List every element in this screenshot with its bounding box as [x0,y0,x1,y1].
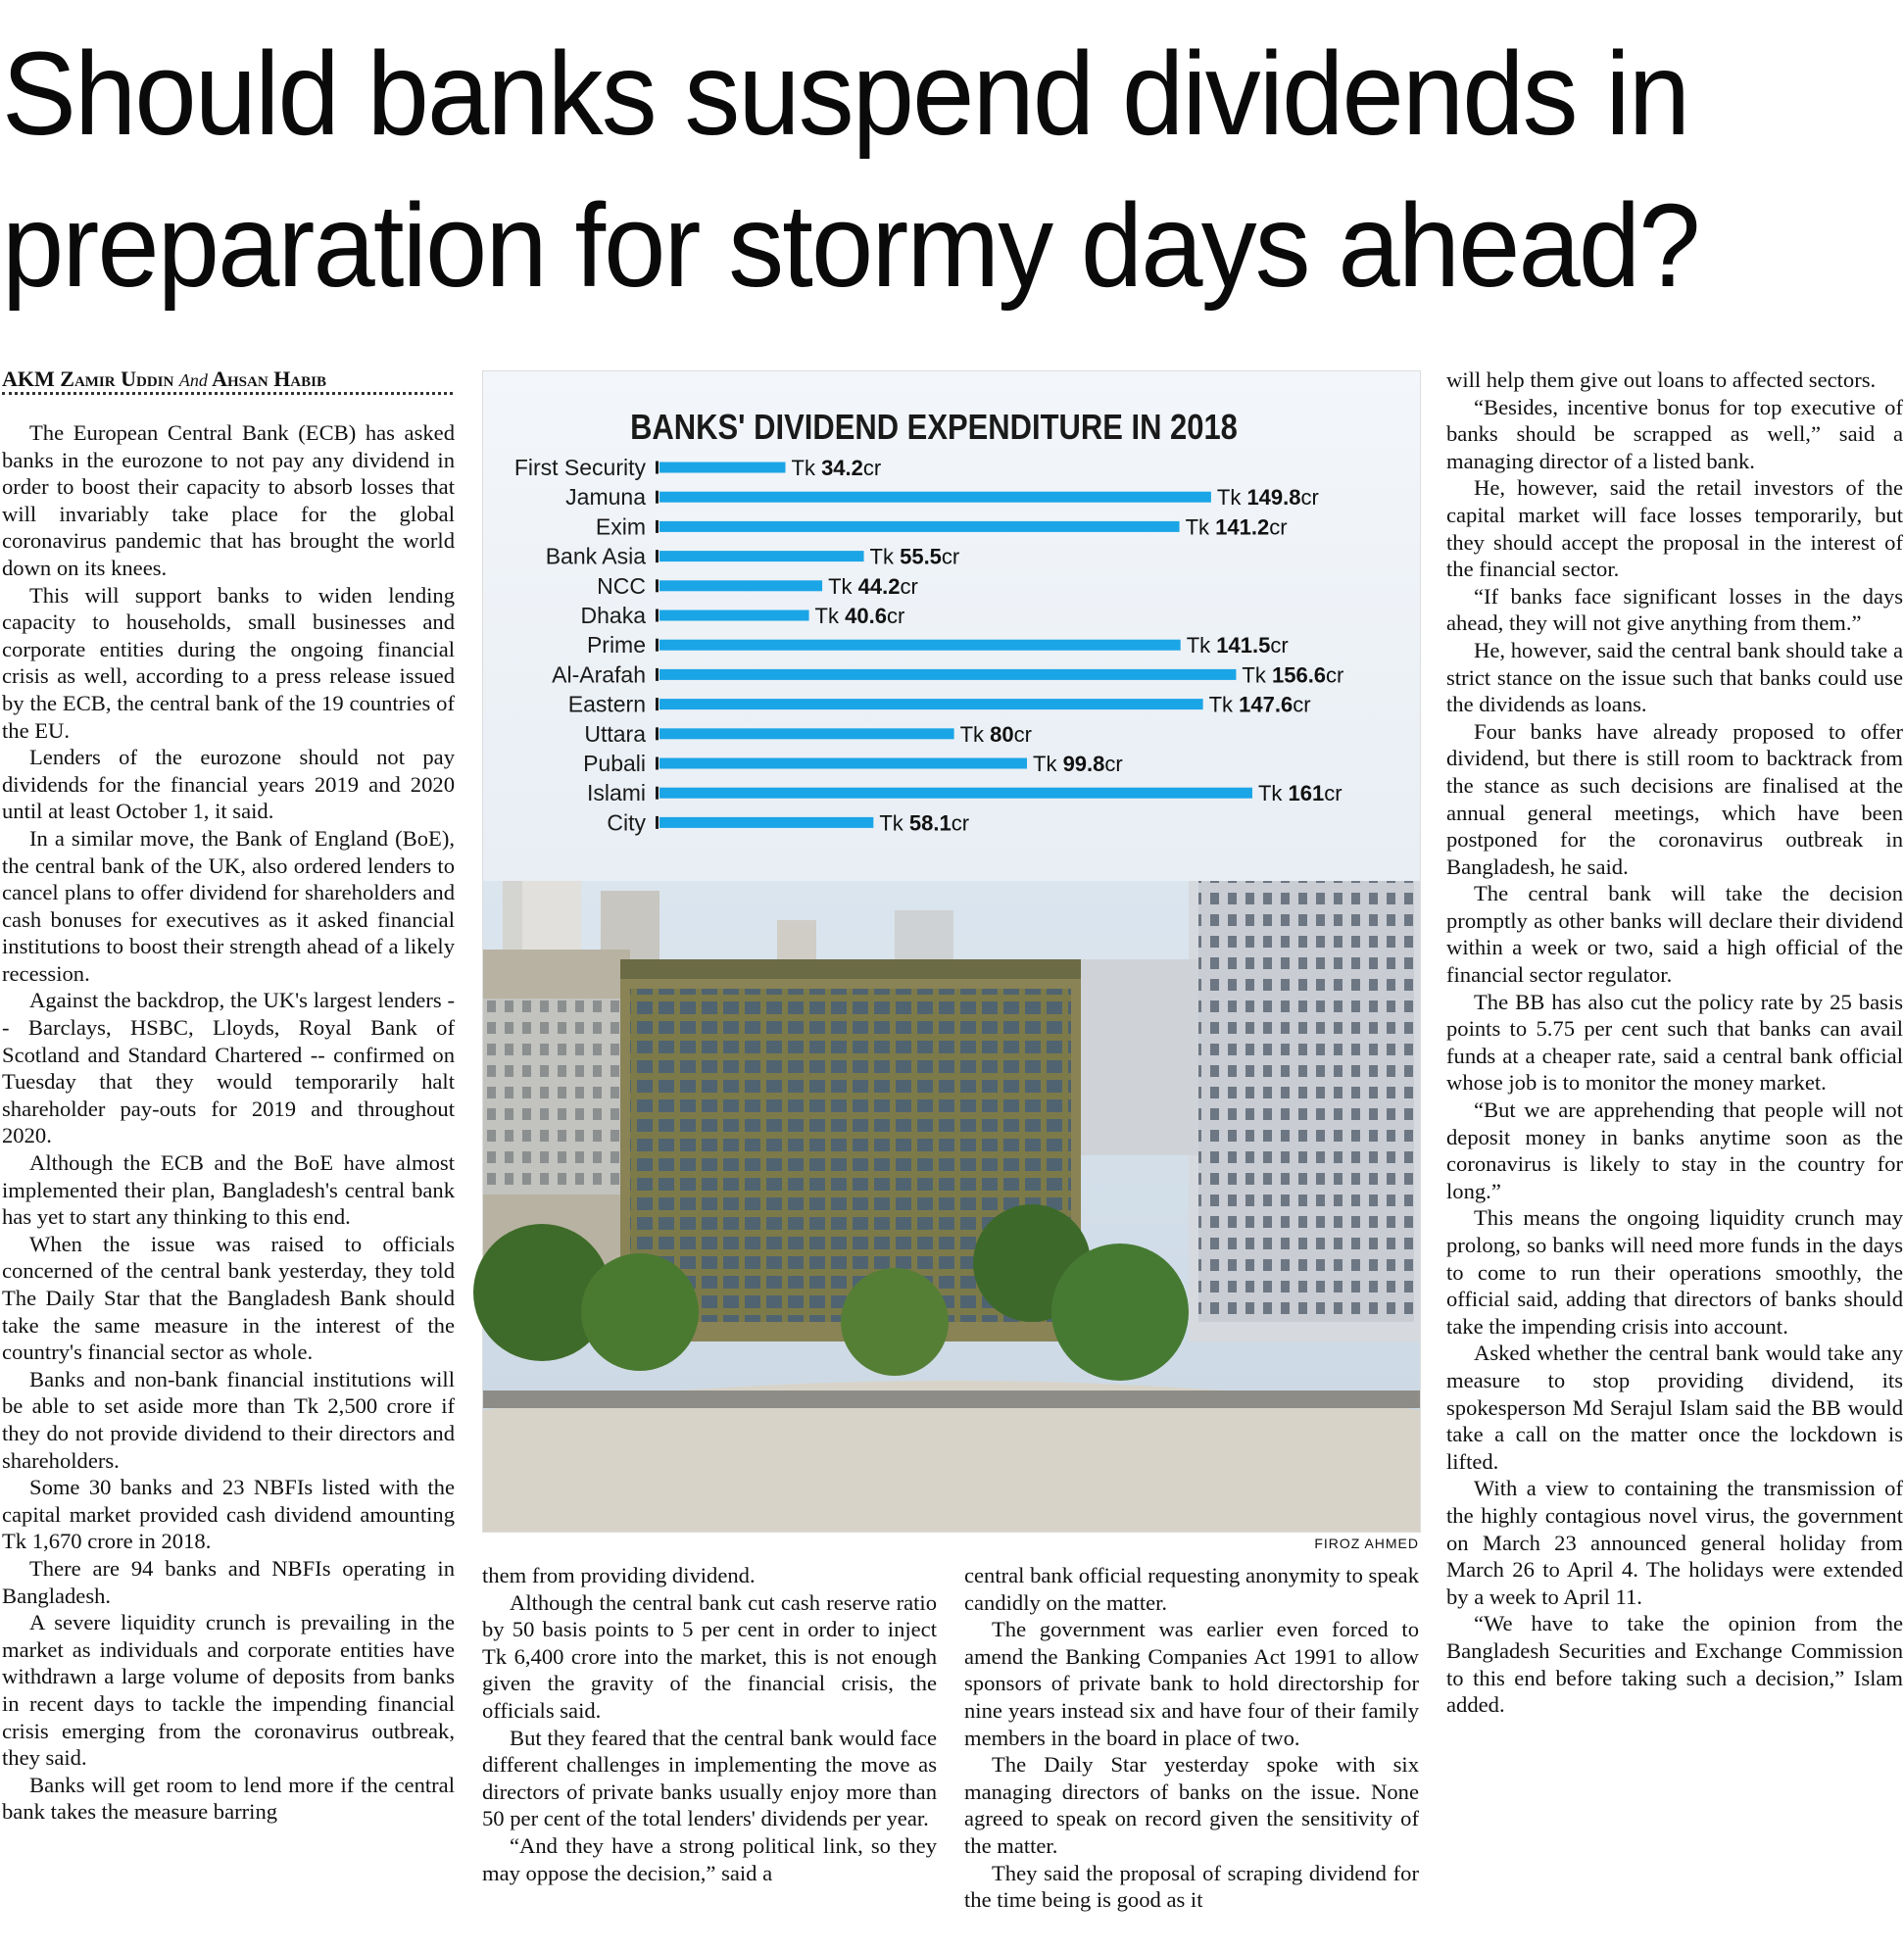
bar-bank-asia [659,551,864,561]
paragraph: They said the proposal of scraping dividend for the time being is good as it [964,1860,1419,1913]
paragraph: The European Central Bank (ECB) has asked banks in the eurozone to not pay any dividend in order to boost their capacity to absorb losses that will invariably take place for the global coronavirus pandemic that has brought the world down on its knees. [2,420,455,580]
byline-author-2: Ahsan Habib [212,366,326,391]
axis-tick [656,816,659,829]
value-prefix: Tk [1186,633,1217,658]
paragraph: This means the ongoing liquidity crunch may prolong, so banks will need more funds in the days to come to run their operations smoothly, the official said, adding that directors of banks should take the impending crisis into account. [1446,1205,1903,1339]
value-prefix: Tk [1208,692,1240,717]
value-suffix: cr [1013,721,1032,747]
value-prefix: Tk [791,456,822,480]
bar-al-arafah [659,669,1236,680]
axis-tick [656,550,659,562]
paragraph: “We have to take the opinion from the Bangladesh Securities and Exchange Commission to this end before taking such a decision,” Islam added. [1446,1611,1903,1718]
paragraph: The BB has also cut the policy rate by 25 basis points to 5.75 per cent such that banks can avail funds at a cheaper rate, said a central bank official whose job is to monitor the money market. [1446,989,1903,1096]
category-label: Jamuna [565,484,646,511]
value-label [828,574,918,599]
bar-city [659,817,873,828]
paragraph: “Besides, incentive bonus for top executive of banks should be scrapped as well,” said a managing director of a listed bank. [1446,394,1903,473]
paragraph: them from providing dividend. [482,1563,756,1587]
byline-and: And [178,370,208,390]
bar-jamuna [659,492,1211,503]
value-number: 99.8 [1062,752,1105,776]
article-column-2 [482,1562,937,1886]
value-label [879,810,969,835]
value-suffix: cr [1269,514,1288,540]
headline-line-2: preparation for stormy days ahead? [2,178,1699,312]
article-column-1 [2,419,455,1826]
bar-islami [659,788,1252,799]
paragraph: Although the ECB and the BoE have almost implemented their plan, Bangladesh's central bank has yet to start any thinking to this end. [2,1150,455,1230]
category-label: Islami [586,780,646,806]
value-label [1186,514,1288,539]
value-number: 80 [990,721,1014,747]
axis-tick [656,668,659,681]
paragraph: But they feared that the central bank would face different challenges in implementing the move as directors of private banks usually enjoy more than 50 per cent of the total lenders' dividends per year. [482,1725,937,1831]
dividend-bar-chart [483,371,1420,836]
paragraph: Banks and non-bank financial institutions will be able to set aside more than Tk 2,500 crore if they do not provide dividend to their directors and shareholders. [2,1366,455,1473]
value-number: 34.2 [821,456,863,480]
axis-tick [656,610,659,622]
value-prefix: Tk [869,544,901,569]
paragraph: When the issue was raised to officials concerned of the central bank yesterday, they told The Daily Star that the Bangladesh Bank should take the same measure in the interest of the country's financial sector as whole. [2,1231,455,1365]
value-suffix: cr [1293,692,1311,717]
value-suffix: cr [941,544,960,569]
category-label: First Security [513,455,646,480]
figure [482,370,1421,1533]
paragraph: Banks will get room to lend more if the central bank takes the measure barring [2,1772,455,1825]
category-label: NCC [597,572,646,599]
value-label [815,604,905,628]
axis-tick [656,787,659,800]
paragraph: There are 94 banks and NBFIs operating in Bangladesh. [2,1555,455,1608]
bangladesh-bank-photo [483,803,1420,1532]
value-prefix: Tk [814,604,846,628]
paragraph: He, however, said the central bank should take a strict stance on the issue such that banks could use the dividends as loans. [1446,637,1903,717]
value-number: 141.2 [1215,514,1270,540]
value-suffix: cr [1300,485,1319,511]
bar-exim [659,521,1180,532]
bar-eastern [659,699,1203,709]
value-prefix: Tk [1242,662,1272,688]
value-number: 44.2 [857,573,901,599]
value-suffix: cr [862,456,882,480]
bar-pubali [659,758,1027,769]
value-prefix: Tk [1033,752,1063,776]
photo-credit: FIROZ AHMED [1314,1536,1419,1551]
headline-line-1: Should banks suspend dividends in [2,26,1689,160]
bar-prime [659,640,1181,651]
article-column-3 [964,1562,1419,1914]
category-label: Exim [595,513,646,540]
value-prefix: Tk [1257,781,1289,806]
value-label [1209,693,1311,717]
paragraph: Some 30 banks and 23 NBFIs listed with the capital market provided cash dividend amounting Tk 1,670 crore in 2018. [2,1475,455,1554]
paragraph: Against the backdrop, the UK's largest lenders -- Barclays, HSBC, Lloyds, Royal Bank of Scotland and Standard Chartered -- confirmed on Tuesday that they would temporarily halt shareholder pay-outs for 2019 and throughout 2020. [2,988,455,1148]
value-suffix: cr [951,810,970,836]
bar-ncc [659,580,822,591]
paragraph: “And they have a strong political link, so they may oppose the decision,” said a [482,1832,937,1885]
byline [2,366,455,392]
value-number: 161 [1288,781,1325,806]
bar-dhaka [659,610,809,621]
paragraph: Although the central bank cut cash reserve ratio by 50 basis points to 5 per cent in order to inject Tk 6,400 crore into the market, this is not enough given the gravity of the financial crisis, the officials said. [482,1589,937,1723]
category-label: City [607,809,646,836]
axis-tick [656,727,659,740]
value-prefix: Tk [879,810,909,836]
axis-tick [656,462,659,474]
value-suffix: cr [1326,662,1344,688]
value-number: 58.1 [908,810,952,836]
paragraph: In a similar move, the Bank of England (BoE), the central bank of the UK, also ordered lenders to cancel plans to offer dividend for shareholders and cash bonuses for executives as it asked financial institutions to boost their strength ahead of a likely recession. [2,825,455,986]
value-label [1242,662,1343,687]
value-suffix: cr [1270,633,1289,658]
value-label [1033,752,1123,776]
paragraph: “If banks face significant losses in the days ahead, they will not give anything from them.” [1446,583,1903,636]
value-label [960,722,1032,747]
value-prefix: Tk [959,721,991,747]
bar-first-security [659,463,786,473]
value-label [1258,781,1343,805]
value-suffix: cr [900,573,918,599]
value-prefix: Tk [1185,514,1216,540]
byline-divider [2,392,453,395]
axis-tick [656,757,659,770]
value-suffix: cr [886,604,905,628]
paragraph: Lenders of the eurozone should not pay dividends for the financial years 2019 and 2020 until at least October 1, it said. [2,745,455,824]
category-label: Bank Asia [545,543,646,569]
axis-tick [656,491,659,504]
axis-tick [656,579,659,592]
chart-title: BANKS' DIVIDEND EXPENDITURE IN 2018 [630,407,1238,447]
article-column-4 [1446,366,1903,1719]
value-suffix: cr [1104,752,1123,776]
value-label [1187,633,1289,658]
axis-tick [656,520,659,533]
value-number: 147.6 [1239,692,1294,717]
category-label: Prime [586,632,646,658]
value-number: 156.6 [1271,662,1327,688]
headline [2,18,1789,321]
byline-author-1: AKM Zamir Uddin [2,366,174,391]
value-number: 149.8 [1246,485,1301,511]
axis-tick [656,698,659,710]
value-label [1217,485,1319,510]
category-label: Al-Arafah [552,661,646,688]
paragraph: Asked whether the central bank would take any measure to stop providing dividend, its spokesperson Md Serajul Islam said the BB would take a call on the matter once the lockdown is lifted. [1446,1341,1903,1474]
paragraph: “But we are apprehending that people will not deposit money in banks anytime soon as the coronavirus is likely to stay in the country for long.” [1446,1097,1903,1203]
value-number: 40.6 [845,604,887,628]
value-prefix: Tk [1216,485,1247,511]
paragraph: will help them give out loans to affected sectors. [1446,367,1877,392]
value-number: 141.5 [1216,633,1271,658]
axis-tick [656,639,659,652]
paragraph: The Daily Star yesterday spoke with six managing directors of banks on the issue. None agreed to speak on record given the sensitivity of the matter. [964,1752,1419,1858]
paragraph: With a view to containing the transmission of the highly contagious novel virus, the government on March 23 announced general holiday from March 26 to April 4. The holidays were extended by a week to April 11. [1446,1476,1903,1609]
value-number: 55.5 [900,544,942,569]
paragraph: The central bank will take the decision promptly as other banks will declare their dividend within a week or two, said a high official of the financial sector regulator. [1446,881,1903,988]
value-label [870,545,960,569]
paragraph: The government was earlier even forced to amend the Banking Companies Act 1991 to allow sponsors of private bank to hold directorship for nine years instead six and have four of their family members in the board in place of two. [964,1617,1419,1750]
category-label: Uttara [584,720,646,747]
value-suffix: cr [1324,781,1343,806]
paragraph: A severe liquidity crunch is prevailing in the market as individuals and corporate entities have withdrawn a large volume of deposits from banks in recent days to tackle the impending financial crisis emerging from the coronavirus outbreak, they said. [2,1610,455,1771]
category-label: Dhaka [580,603,646,628]
value-label [792,456,882,480]
paragraph: He, however, said the retail investors of the capital market will face losses temporarily, but they should accept the proposal in the interest of the financial sector. [1446,475,1903,582]
category-label: Eastern [567,691,646,717]
paragraph: central bank official requesting anonymity to speak candidly on the matter. [964,1563,1419,1615]
bar-uttara [659,728,954,739]
value-prefix: Tk [828,573,858,599]
paragraph: This will support banks to widen lending capacity to households, small businesses and corporate entities during the ongoing financial crisis as well, according to a press release issued by the ECB, the central bank of the 19 countries of the EU. [2,582,455,743]
category-label: Pubali [583,751,646,776]
paragraph: Four banks have already proposed to offer dividend, but there is still room to backtrack from the stance as such decisions are finalised at the annual general meetings, which have been postponed for the coronavirus outbreak in Bangladesh, he said. [1446,718,1903,879]
